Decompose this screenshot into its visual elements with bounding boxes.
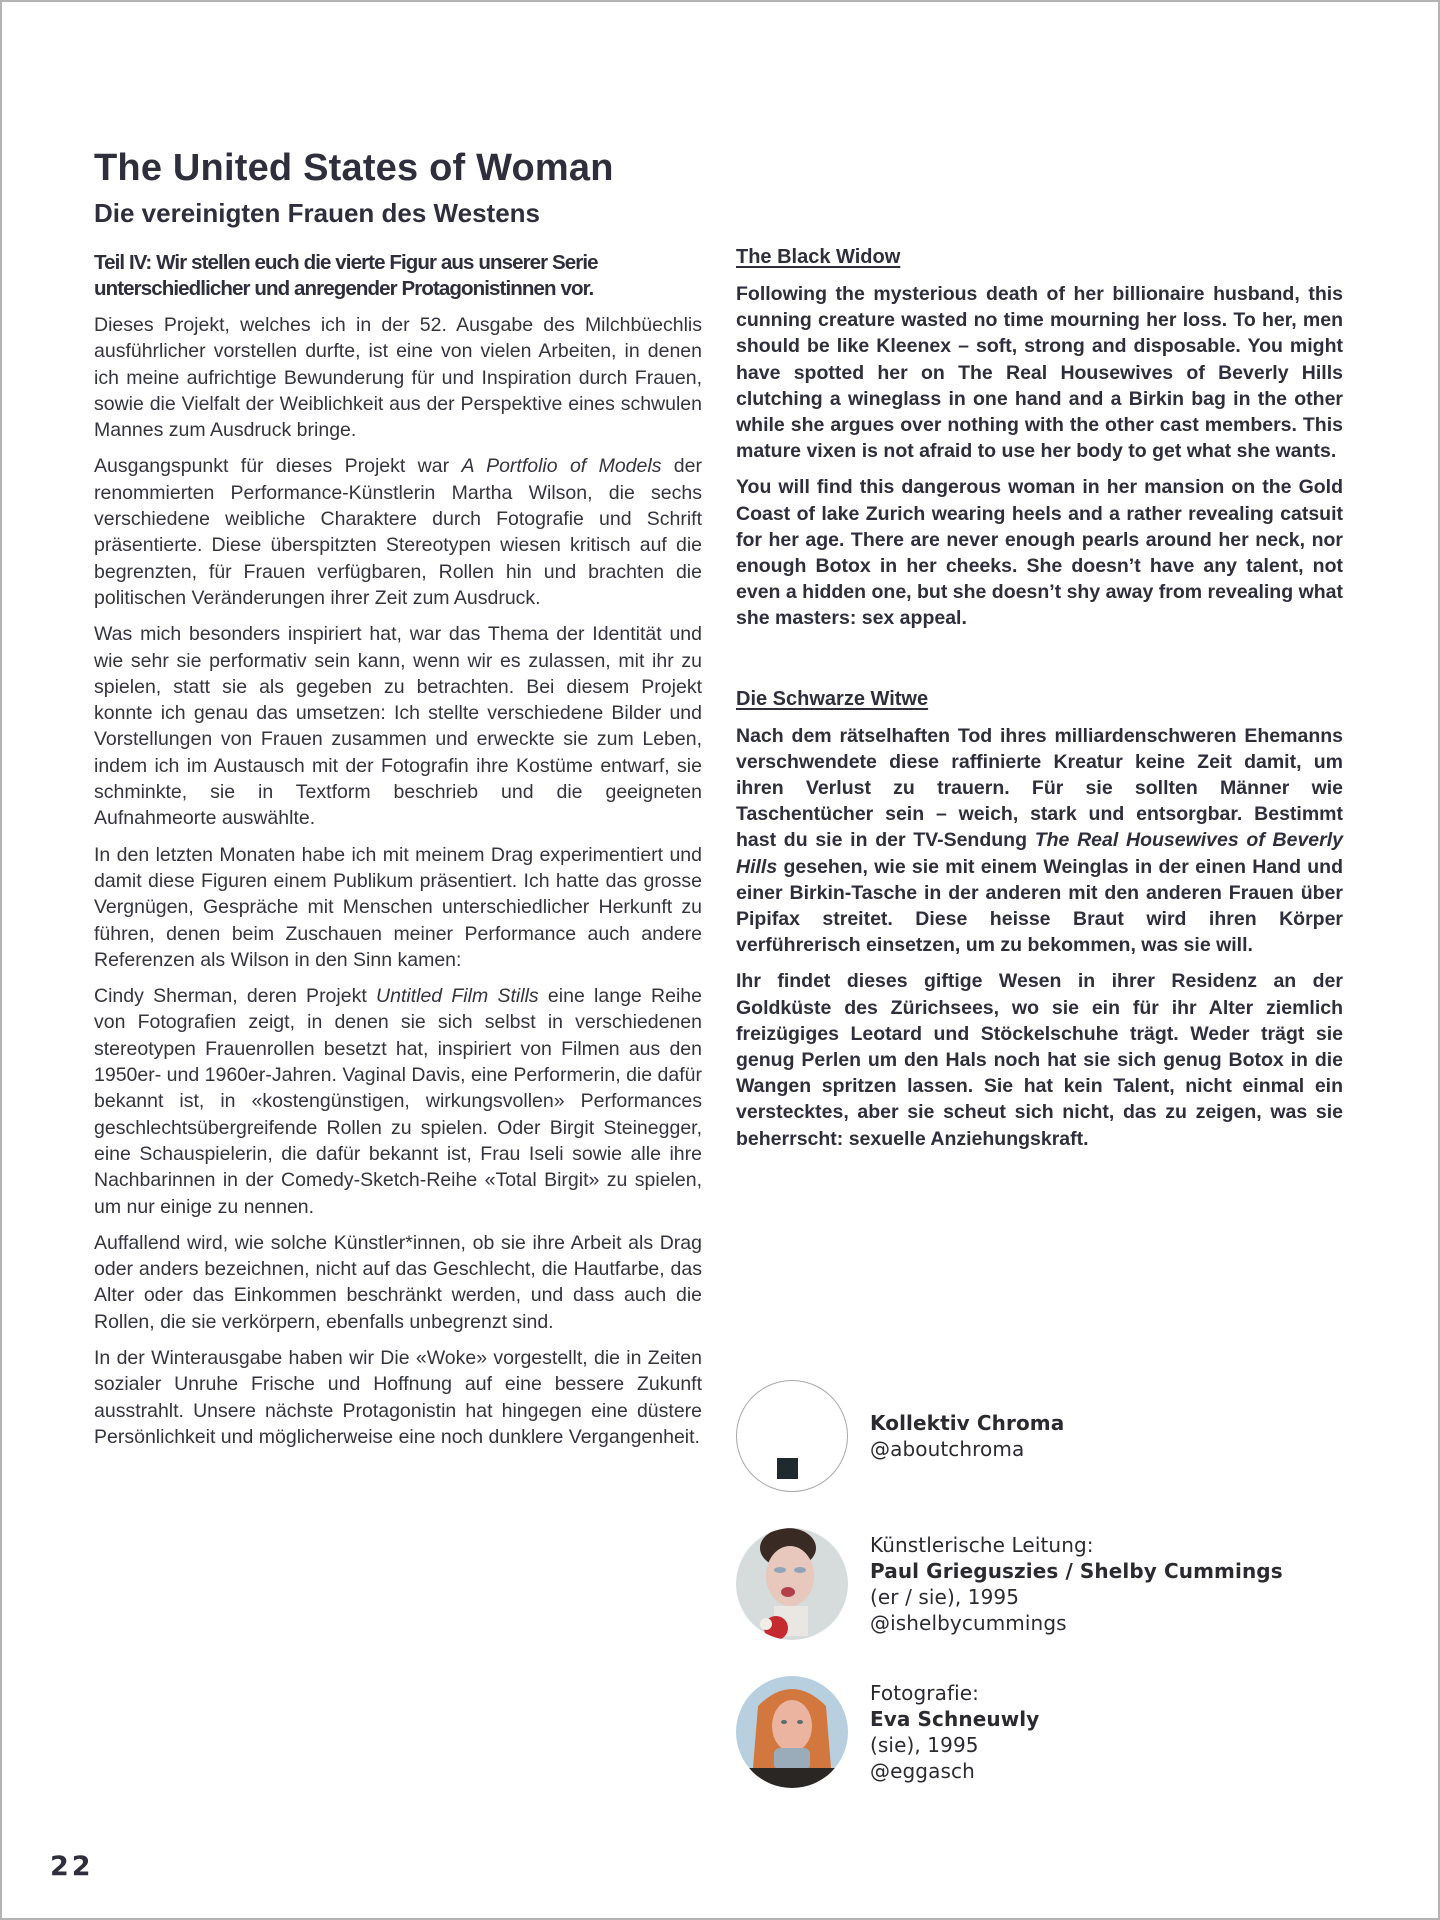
square-logo-icon (777, 1458, 798, 1479)
right-column (736, 246, 1343, 1162)
credit-role: Fotografie: (870, 1681, 980, 1705)
page-number: 22 (50, 1851, 94, 1882)
avatar (736, 1528, 848, 1640)
character-paragraph: Following the mysterious death of her billionaire husband, this cunning creature wasted no time mourning her loss. To her, men should be like Kleenex – soft, strong and disposable. You might have spotted her on The Real Housewives of Beverly Hills clutching a wineglass in one hand and a Birkin bag in the other while she argues over nothing with the other cast members. This mature vixen is not afraid to use her body to get what she wants. (736, 283, 1343, 463)
body-paragraph: Cindy Sherman, deren Projekt Untitled Film Stills eine lange Reihe von Fotografien zeigt, in denen sie sich selbst in verschiedenen stereotypen Frauenrollen besetzt hat, inspiriert von Filmen aus den 1950er- und 1960er-Jahren. Vaginal Davis, eine Performerin, die dafür bekannt ist, in «kostengünstigen, wirkungsvollen» Performances geschlechtsübergreifende Rollen zu spielen. Oder Birgit Steinegger, eine Schauspielerin, die dafür bekannt ist, Frau Iseli sowie alle ihre Nachbarinnen in der Comedy-Sketch-Reihe «Total Birgit» zu spielen, um nur einige zu nennen. (94, 985, 702, 1218)
section-heading-german: Die Schwarze Witwe (736, 687, 929, 710)
artwork-title: A Portfolio of Models (461, 455, 662, 478)
character-paragraph: Ihr findet dieses giftige Wesen in ihrer Residenz an der Goldküste des Zürichsees, wo sie ein für ihr Alter ziemlich freizügiges Leotard und Stöckelschuhe trägt. Weder trägt sie genug Perlen um den Hals noch hat sie sich genug Botox in die Wangen spritzen lassen. Sie hat kein Talent, nicht einmal ein verstecktes, aber sie scheut sich nicht, das zu zeigen, was sie beherrscht: sexuelle Anziehungskraft. (736, 970, 1343, 1150)
body-paragraph: In der Winterausgabe haben wir Die «Woke» vorgestellt, die in Zeiten sozialer Unruhe Frische und Hoffnung auf eine bessere Zukunft ausstrahlt. Unsere nächste Protagonistin hat hingegen eine düstere Persönlichkeit und möglicherweise eine noch dunklere Vergangenheit. (94, 1346, 702, 1448)
credit-text (870, 1680, 1039, 1784)
character-paragraph: You will find this dangerous woman in her mansion on the Gold Coast of lake Zurich wearing heels and a rather revealing catsuit for her age. There are never enough pearls around her neck, nor enough Botox in her cheeks. She doesn’t have any talent, not even a hidden one, but she doesn’t shy away from revealing what she masters: sex appeal. (736, 476, 1343, 630)
credit-handle: @aboutchroma (870, 1437, 1025, 1461)
credit-collective (736, 1380, 1336, 1492)
credit-artistic-direction (736, 1528, 1336, 1640)
body-paragraph: Auffallend wird, wie solche Künstler*innen, ob sie ihre Arbeit als Drag oder anders bezeichnen, nicht auf das Geschlecht, die Hautfarbe, das Alter oder das Einkommen beschränkt werden, und dass auch die Rollen, die sie verkörpern, ebenfalls unbegrenzt sind. (94, 1231, 702, 1333)
page-title: The United States of Woman (94, 147, 614, 189)
portrait-photo-icon (736, 1528, 848, 1640)
credit-photography (736, 1676, 1336, 1788)
portrait-photo-icon (736, 1676, 848, 1788)
body-paragraph: Dieses Projekt, welches ich in der 52. Ausgabe des Milchbüechlis ausführlicher vorstellen durfte, ist eine von vielen Arbeiten, in denen ich meine aufrichtige Bewunderung für und Inspiration durch Frauen, sowie die Vielfalt der Weiblichkeit aus der Perspektive eines schwulen Mannes zum Ausdruck bringe. (94, 314, 702, 442)
spacer (736, 642, 1343, 688)
body-paragraph: Was mich besonders inspiriert hat, war das Thema der Identität und wie sehr sie performativ sein kann, wenn wir es zulassen, mit ihr zu spielen, statt sie als gegeben zu betrachten. Bei diesem Projekt konnte ich genau das umsetzen: Ich stellte verschiedene Bilder und Vorstellungen von Frauen zusammen und erweckte sie zum Leben, indem ich im Austausch mit der Fotografin ihre Kostüme entwarf, sie schminkte, sie in Textform beschrieb und die geeigneten Aufnahmeorte auswählte. (94, 623, 702, 830)
credit-text (870, 1410, 1064, 1462)
credit-handle: @ishelbycummings (870, 1611, 1067, 1635)
credit-name: Paul Grieguszies / Shelby Cummings (870, 1559, 1283, 1583)
credit-info: (sie), 1995 (870, 1733, 979, 1757)
credit-name: Kollektiv Chroma (870, 1411, 1065, 1435)
body-paragraph: Ausgangspunkt für dieses Projekt war A Portfolio of Models der renommierten Performance-Künstlerin Martha Wilson, die sechs verschiedene weibliche Charaktere durch Fotografie und Schrift präsentierte. Diese überspitzten Stereotypen wiesen kritisch auf die begrenzten, für Frauen verfügbaren, Rollen hin und brachten die politischen Veränderungen ihrer Zeit zum Ausdruck. (94, 455, 702, 609)
credit-role: Künstlerische Leitung: (870, 1533, 1094, 1557)
section-heading-english: The Black Widow (736, 246, 901, 268)
credit-handle: @eggasch (870, 1759, 975, 1783)
character-paragraph: Nach dem rätselhaften Tod ihres milliardenschweren Ehemanns verschwendete diese raffinierte Kreatur keine Zeit damit, um ihren Verlust zu trauern. Für sie sollten Männer wie Taschentücher sein – weich, stark und entsorgbar. Bestimmt hast du sie in der TV-Sendung The Real Housewives of Beverly Hills gesehen, wie sie mit einem Weinglas in der einen Hand und einer Birkin-Tasche in der anderen mit den anderen Frauen über Pipifax streitet. Diese heisse Braut wird ihren Körper verführerisch einsetzen, um zu bekommen, was sie will. (736, 724, 1343, 957)
body-paragraph: In den letzten Monaten habe ich mit meinem Drag experimentiert und damit diese Figuren einem Publikum präsentiert. Ich hatte das grosse Vergnügen, Gespräche mit Menschen unterschiedlicher Herkunft zu führen, denen beim Zuschauen meiner Performance auch andere Referenzen als Wilson in den Sinn kamen: (94, 843, 702, 971)
left-column (94, 250, 702, 1460)
credit-name: Eva Schneuwly (870, 1707, 1040, 1731)
show-title: The Real Housewives of Beverly Hills (736, 829, 1343, 878)
avatar (736, 1380, 848, 1492)
credits (736, 1380, 1336, 1824)
artwork-title: Untitled Film Stills (376, 985, 539, 1008)
credit-text (870, 1532, 1283, 1636)
page-subtitle: Die vereinigten Frauen des Westens (94, 198, 540, 228)
avatar (736, 1676, 848, 1788)
lead-paragraph: Teil IV: Wir stellen euch die vierte Figur aus unserer Serie unterschiedlicher und anregender Protagonistinnen vor. (94, 251, 598, 300)
credit-info: (er / sie), 1995 (870, 1585, 1020, 1609)
